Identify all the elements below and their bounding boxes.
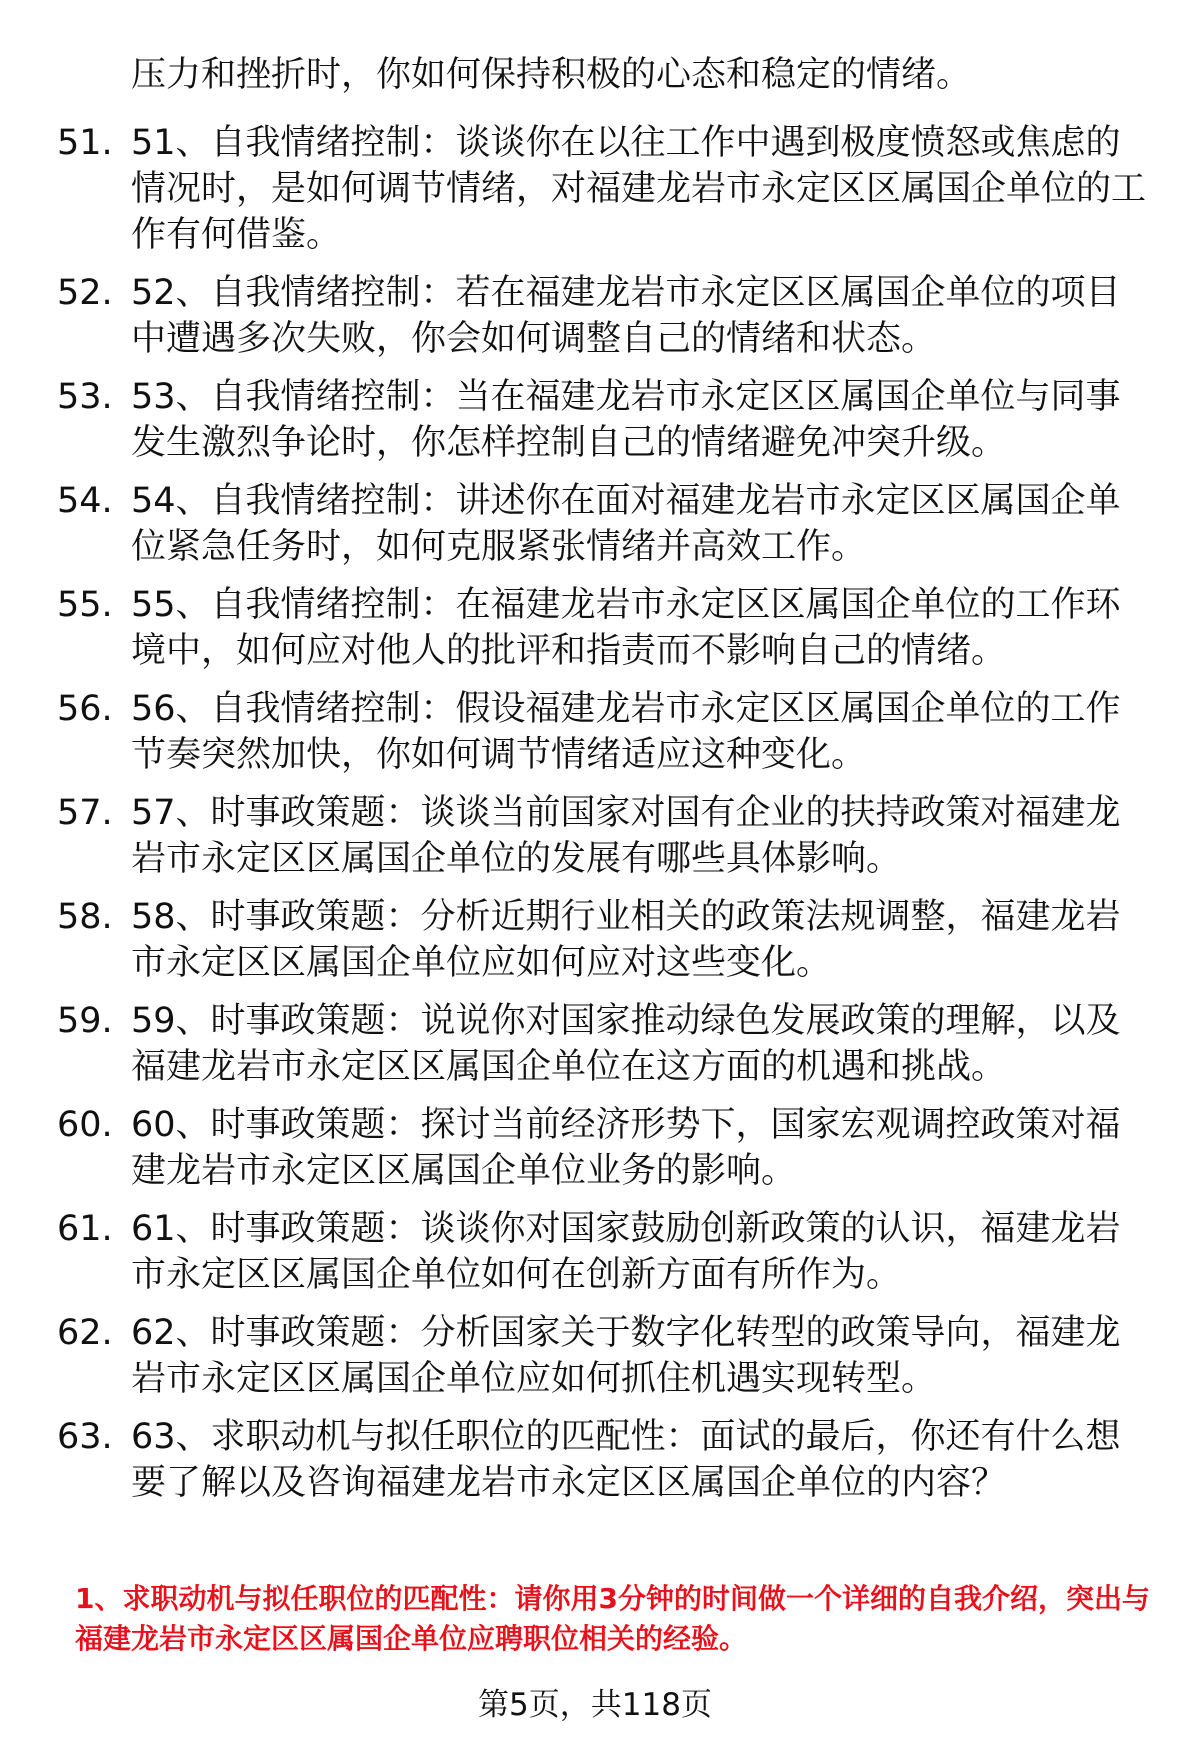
question-text: 57、时事政策题：谈谈当前国家对国有企业的扶持政策对福建龙岩市永定区区属国企单位的发展有哪些具体影响。: [131, 793, 1121, 879]
question-item: [0, 270, 1190, 362]
question-text: 58、时事政策题：分析近期行业相关的政策法规调整，福建龙岩市永定区区属国企单位应如何应对这些变化。: [131, 897, 1121, 983]
question-number: 59.: [57, 1001, 113, 1041]
question-item: [0, 1102, 1190, 1194]
question-number: 57.: [57, 793, 113, 833]
question-number: 62.: [57, 1313, 113, 1353]
highlighted-question: 1、求职动机与拟任职位的匹配性：请你用3分钟的时间做一个详细的自我介绍，突出与福建龙岩市永定区区属国企单位应聘职位相关的经验。: [75, 1582, 1150, 1655]
question-text: 60、时事政策题：探讨当前经济形势下，国家宏观调控政策对福建龙岩市永定区区属国企单位业务的影响。: [131, 1105, 1121, 1191]
question-item: [0, 686, 1190, 778]
question-text: 51、自我情绪控制：谈谈你在以往工作中遇到极度愤怒或焦虑的情况时，是如何调节情绪，对福建龙岩市永定区区属国企单位的工作有何借鉴。: [131, 123, 1147, 255]
question-item: [0, 1310, 1190, 1402]
question-number: 54.: [57, 481, 113, 521]
question-text: 54、自我情绪控制：讲述你在面对福建龙岩市永定区区属国企单位紧急任务时，如何克服紧张情绪并高效工作。: [131, 481, 1121, 567]
question-text: 52、自我情绪控制：若在福建龙岩市永定区区属国企单位的项目中遭遇多次失败，你会如何调整自己的情绪和状态。: [131, 273, 1121, 359]
question-number: 60.: [57, 1105, 113, 1145]
question-item: [0, 998, 1190, 1090]
question-number: 51.: [57, 123, 113, 163]
question-number: 53.: [57, 377, 113, 417]
page-footer: 第5页，共118页: [478, 1687, 712, 1723]
question-number: 55.: [57, 585, 113, 625]
question-item: [0, 1206, 1190, 1298]
question-number: 63.: [57, 1417, 113, 1457]
question-number: 56.: [57, 689, 113, 729]
question-item: [0, 478, 1190, 570]
question-text: 55、自我情绪控制：在福建龙岩市永定区区属国企单位的工作环境中，如何应对他人的批评和指责而不影响自己的情绪。: [131, 585, 1121, 671]
question-text: 59、时事政策题：说说你对国家推动绿色发展政策的理解，以及福建龙岩市永定区区属国企单位在这方面的机遇和挑战。: [131, 1001, 1121, 1087]
question-number: 61.: [57, 1209, 113, 1249]
question-list: [0, 120, 1190, 1518]
question-item: [0, 1414, 1190, 1506]
question-item: [0, 374, 1190, 466]
question-number: 58.: [57, 897, 113, 937]
question-item: [0, 790, 1190, 882]
continuation-text: 压力和挫折时，你如何保持积极的心态和稳定的情绪。: [131, 55, 972, 95]
question-text: 53、自我情绪控制：当在福建龙岩市永定区区属国企单位与同事发生激烈争论时，你怎样控制自己的情绪避免冲突升级。: [131, 377, 1121, 463]
question-text: 56、自我情绪控制：假设福建龙岩市永定区区属国企单位的工作节奏突然加快，你如何调节情绪适应这种变化。: [131, 689, 1121, 775]
question-item: [0, 582, 1190, 674]
question-item: [0, 894, 1190, 986]
question-text: 63、求职动机与拟任职位的匹配性：面试的最后，你还有什么想要了解以及咨询福建龙岩市永定区区属国企单位的内容？: [131, 1417, 1121, 1503]
question-item: [0, 120, 1190, 258]
question-text: 61、时事政策题：谈谈你对国家鼓励创新政策的认识，福建龙岩市永定区区属国企单位如何在创新方面有所作为。: [131, 1209, 1121, 1295]
question-number: 52.: [57, 273, 113, 313]
question-text: 62、时事政策题：分析国家关于数字化转型的政策导向，福建龙岩市永定区区属国企单位应如何抓住机遇实现转型。: [131, 1313, 1121, 1399]
